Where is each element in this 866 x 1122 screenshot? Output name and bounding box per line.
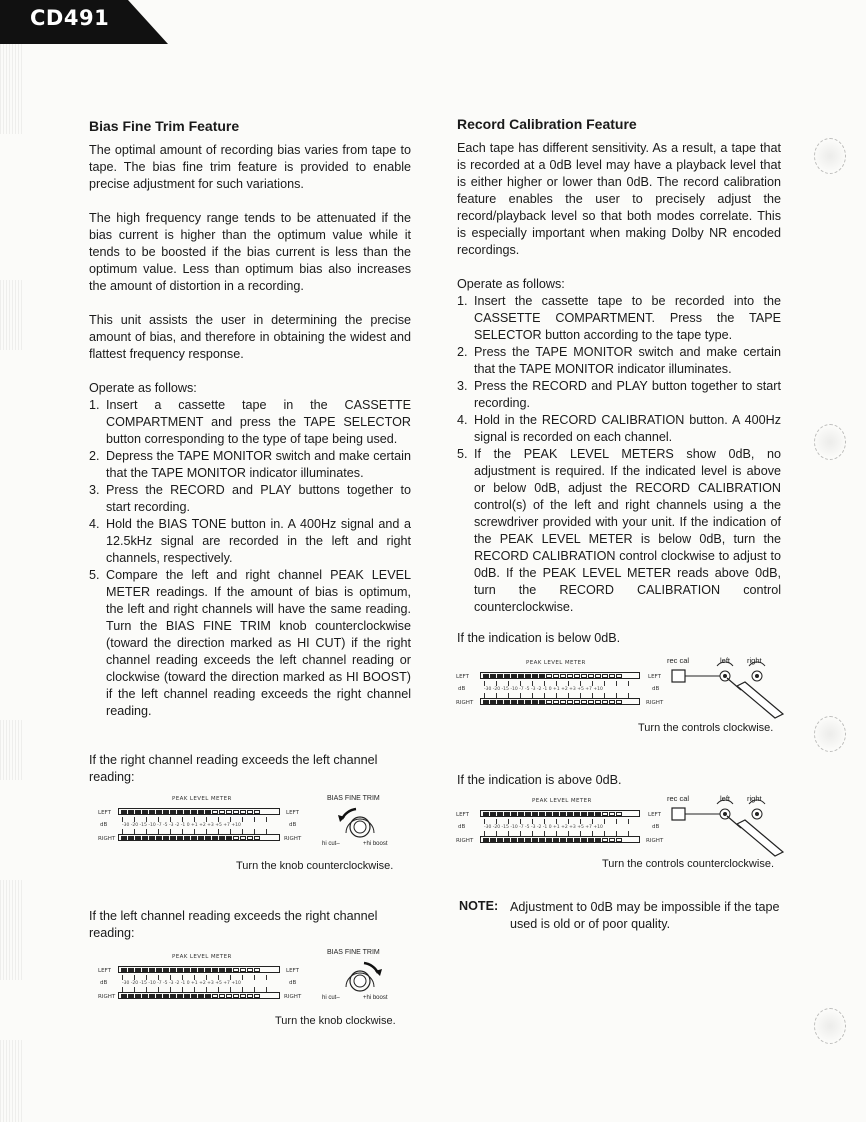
note-label: NOTE:: [459, 899, 499, 913]
meter-scale: -30 -20 -15 -10 -7 -5 -3 -2 -1 0 +1 +2 +3 +5 +7 +10: [122, 823, 241, 828]
fig3-condition: If the indication is below 0dB.: [457, 631, 621, 645]
meter-segment-off: [212, 810, 218, 814]
meter-segment-lit: [205, 836, 211, 840]
meter-segment-lit: [135, 810, 141, 814]
peak-level-meter: [456, 660, 666, 710]
meter-segment-lit: [219, 968, 225, 972]
meter-segment-lit: [184, 968, 190, 972]
meter-segment-off: [240, 810, 246, 814]
meter-segment-off: [219, 994, 225, 998]
meter-segment-lit: [156, 968, 162, 972]
meter-segment-off: [226, 994, 232, 998]
meter-title: PEAK LEVEL METER: [526, 660, 586, 666]
step-item: [89, 516, 411, 567]
bias-fine-trim-knob: [318, 793, 418, 853]
meter-segment-lit: [205, 968, 211, 972]
meter-segment-lit: [149, 968, 155, 972]
meter-segment-off: [567, 700, 573, 704]
fig4-condition: If the indication is above 0dB.: [457, 773, 622, 787]
knob-hi-boost-label: +hi boost: [363, 995, 388, 1001]
meter-segment-lit: [490, 812, 496, 816]
meter-segment-off: [609, 674, 615, 678]
rec-cal-label: rec cal: [667, 656, 690, 665]
meter-segment-off: [616, 812, 622, 816]
meter-segment-lit: [539, 812, 545, 816]
meter-segment-lit: [532, 812, 538, 816]
step-text: Press the RECORD and PLAY buttons together to start recording.: [106, 483, 411, 514]
meter-segment-off: [240, 994, 246, 998]
meter-segment-off: [247, 810, 253, 814]
meter-segment-lit: [483, 812, 489, 816]
rec-cal-label: rec cal: [667, 794, 690, 803]
meter-segment-off: [616, 674, 622, 678]
meter-segment-lit: [177, 810, 183, 814]
meter-segment-lit: [511, 838, 517, 842]
step-text: Compare the left and right channel PEAK LEVEL METER readings. If the amount of bias is optimum, the left and right channels will have the same reading. Turn the BIAS FINE TRIM knob counterclockwise (toward the direction marked as HI CUT) if the right channel reading exceeds the left channel reading or clockwise (toward the direction marked as HI BOOST) if the left channel reading exceeds the right channel reading.: [106, 568, 411, 718]
scan-noise: [0, 280, 22, 350]
step-number: 4.: [457, 413, 468, 427]
step-item: [89, 482, 411, 516]
note-text: Adjustment to 0dB may be impossible if the tape used is old or of poor quality.: [510, 900, 780, 931]
step-text: Insert a cassette tape in the CASSETTE COMPARTMENT and press the TAPE SELECTOR button corresponding to the type of tape being used.: [106, 398, 411, 446]
step-item: [457, 378, 781, 412]
meter-db-label: dB: [458, 686, 466, 692]
meter-segment-lit: [121, 994, 127, 998]
left-channel-bar: [480, 810, 640, 817]
meter-segment-lit: [156, 836, 162, 840]
step-text: If the PEAK LEVEL METERS show 0dB, no adjustment is required. If the indicated level is above or below 0dB, adjust the RECORD CALIBRATION control(s) of the left and right channels using a the screwdriver provided with your unit. If the indication of the PEAK LEVEL METER is below 0dB, turn the RECORD CALIBRATION control clockwise to adjust to 0dB. If the PEAK LEVEL METER reads above 0dB, turn the RECORD CALIBRATION control counterclockwise.: [474, 447, 781, 614]
meter-segment-off: [553, 700, 559, 704]
meter-segment-off: [226, 810, 232, 814]
meter-left-label: LEFT: [456, 674, 469, 680]
meter-scale: -30 -20 -15 -10 -7 -5 -3 -2 -1 0 +1 +2 +3 +5 +7 +10: [484, 687, 603, 692]
meter-segment-off: [602, 838, 608, 842]
meter-segment-off: [574, 674, 580, 678]
meter-right-label: RIGHT: [284, 994, 302, 1000]
bias-fine-trim-knob: [318, 947, 418, 1007]
meter-db-label: dB: [458, 824, 466, 830]
meter-segment-lit: [184, 810, 190, 814]
meter-segment-lit: [504, 838, 510, 842]
meter-segment-lit: [574, 838, 580, 842]
model-label: CD491: [30, 6, 110, 30]
meter-segment-lit: [142, 810, 148, 814]
meter-segment-off: [233, 810, 239, 814]
meter-segment-off: [546, 674, 552, 678]
meter-segment-off: [609, 700, 615, 704]
step-item: [89, 567, 411, 720]
meter-segment-lit: [205, 810, 211, 814]
meter-segment-lit: [490, 838, 496, 842]
meter-segment-off: [247, 968, 253, 972]
operate-label: Operate as follows:: [89, 381, 197, 395]
meter-segment-lit: [128, 994, 134, 998]
scan-noise: [0, 880, 22, 980]
meter-left-label: LEFT: [286, 810, 299, 816]
meter-segment-off: [602, 674, 608, 678]
meter-segment-lit: [121, 810, 127, 814]
knob-title: BIAS FINE TRIM: [327, 795, 380, 802]
meter-segment-off: [560, 700, 566, 704]
meter-segment-lit: [518, 700, 524, 704]
meter-segment-lit: [163, 968, 169, 972]
step-text: Hold in the RECORD CALIBRATION button. A 400Hz signal is recorded on each channel.: [474, 413, 781, 444]
right-control-label: right: [747, 656, 762, 665]
meter-segment-lit: [511, 812, 517, 816]
meter-segment-lit: [532, 674, 538, 678]
step-text: Insert the cassette tape to be recorded into the CASSETTE COMPARTMENT. Press the TAPE SELECTOR button according to the tape type.: [474, 294, 781, 342]
meter-segment-lit: [198, 994, 204, 998]
meter-segment-lit: [135, 836, 141, 840]
model-tab: [0, 0, 170, 44]
meter-segment-off: [247, 836, 253, 840]
meter-segment-off: [254, 836, 260, 840]
operate-label: Operate as follows:: [457, 277, 565, 291]
meter-segment-lit: [170, 994, 176, 998]
fig1-condition: If the right channel reading exceeds the left channel reading:: [89, 753, 378, 784]
meter-title: PEAK LEVEL METER: [172, 954, 232, 960]
meter-segment-lit: [532, 700, 538, 704]
step-number: 5.: [89, 568, 100, 582]
meter-segment-lit: [135, 968, 141, 972]
step-number: 5.: [457, 447, 468, 461]
meter-segment-off: [609, 838, 615, 842]
meter-segment-lit: [560, 812, 566, 816]
step-text: Press the RECORD and PLAY button together to start recording.: [474, 379, 781, 410]
meter-segment-lit: [163, 810, 169, 814]
right-control-label: right: [747, 794, 762, 803]
step-number: 4.: [89, 517, 100, 531]
meter-segment-off: [616, 838, 622, 842]
meter-segment-lit: [567, 812, 573, 816]
left-channel-bar: [118, 808, 280, 815]
meter-segment-lit: [170, 836, 176, 840]
meter-right-label: RIGHT: [646, 838, 664, 844]
meter-segment-off: [233, 968, 239, 972]
record-cal-steps: [457, 293, 781, 616]
meter-segment-lit: [525, 674, 531, 678]
step-number: 1.: [89, 398, 100, 412]
screwdriver-graphic: [665, 794, 795, 858]
meter-segment-off: [616, 700, 622, 704]
bias-section: [89, 117, 411, 720]
meter-segment-off: [602, 812, 608, 816]
meter-segment-lit: [497, 838, 503, 842]
meter-segment-off: [609, 812, 615, 816]
meter-right-label: RIGHT: [98, 836, 116, 842]
meter-segment-lit: [128, 836, 134, 840]
meter-db-label: dB: [289, 822, 297, 828]
meter-segment-lit: [163, 994, 169, 998]
meter-db-label: dB: [100, 980, 108, 986]
meter-segment-lit: [121, 968, 127, 972]
meter-segment-lit: [212, 836, 218, 840]
meter-title: PEAK LEVEL METER: [532, 798, 592, 804]
left-channel-bar: [118, 966, 280, 973]
left-control-label: left: [720, 794, 731, 803]
step-number: 1.: [457, 294, 468, 308]
meter-segment-lit: [490, 674, 496, 678]
right-channel-bar: [480, 836, 640, 843]
meter-segment-lit: [560, 838, 566, 842]
meter-segment-lit: [483, 700, 489, 704]
fig2-condition: If the left channel reading exceeds the right channel reading:: [89, 909, 378, 940]
step-number: 2.: [457, 345, 468, 359]
meter-segment-lit: [191, 968, 197, 972]
fig2-caption: Turn the knob clockwise.: [275, 1015, 396, 1027]
meter-segment-lit: [191, 810, 197, 814]
meter-segment-lit: [539, 838, 545, 842]
meter-right-label: RIGHT: [456, 838, 474, 844]
meter-segment-off: [574, 700, 580, 704]
meter-segment-lit: [226, 836, 232, 840]
peak-level-meter: [96, 954, 316, 1004]
meter-segment-lit: [539, 700, 545, 704]
meter-title: PEAK LEVEL METER: [172, 796, 232, 802]
meter-left-label: LEFT: [456, 812, 469, 818]
meter-ticks: [122, 817, 276, 822]
knob-hi-cut-label: hi cut–: [322, 995, 340, 1001]
meter-segment-off: [247, 994, 253, 998]
step-number: 3.: [89, 483, 100, 497]
punch-hole: [814, 138, 846, 174]
meter-segment-off: [581, 674, 587, 678]
meter-segment-lit: [504, 700, 510, 704]
punch-hole: [814, 424, 846, 460]
peak-level-meter: [96, 796, 316, 846]
meter-ticks: [122, 975, 276, 980]
rec-cal-controls: [665, 656, 795, 720]
meter-segment-lit: [546, 812, 552, 816]
meter-segment-lit: [198, 836, 204, 840]
meter-segment-off: [212, 994, 218, 998]
right-channel-bar: [118, 834, 280, 841]
step-item: [457, 412, 781, 446]
meter-segment-lit: [497, 674, 503, 678]
meter-segment-lit: [511, 674, 517, 678]
meter-segment-lit: [198, 968, 204, 972]
meter-right-label: RIGHT: [284, 836, 302, 842]
punch-hole: [814, 716, 846, 752]
scan-noise: [0, 44, 22, 134]
meter-segment-lit: [574, 812, 580, 816]
meter-left-label: LEFT: [648, 812, 661, 818]
meter-right-label: RIGHT: [456, 700, 474, 706]
rec-cal-controls: [665, 794, 795, 858]
meter-segment-off: [581, 700, 587, 704]
meter-segment-off: [588, 674, 594, 678]
scan-noise: [0, 1040, 22, 1122]
knob-graphic: [330, 805, 390, 845]
meter-segment-lit: [135, 994, 141, 998]
meter-segment-lit: [497, 700, 503, 704]
meter-segment-lit: [525, 838, 531, 842]
meter-segment-lit: [567, 838, 573, 842]
record-cal-paragraph: Each tape has different sensitivity. As a result, a tape that is recorded at a 0dB level may have a playback level that is either higher or lower than 0dB. The record calibration feature enables the user to precisely adjust the record/playback level so that both modes correlate. This is especially important when making Dolby NR encoded recordings.: [457, 141, 781, 257]
meter-segment-off: [567, 674, 573, 678]
meter-segment-lit: [170, 968, 176, 972]
meter-segment-off: [240, 968, 246, 972]
fig3-caption: Turn the controls clockwise.: [638, 722, 774, 734]
meter-left-label: LEFT: [286, 968, 299, 974]
meter-segment-lit: [518, 812, 524, 816]
knob-graphic: [330, 959, 390, 999]
meter-segment-lit: [163, 836, 169, 840]
meter-segment-lit: [177, 836, 183, 840]
meter-segment-lit: [177, 968, 183, 972]
bias-paragraph: The optimal amount of recording bias varies from tape to tape. The bias fine trim feature is provided to enable precise adjustment for such variations.: [89, 143, 411, 191]
meter-segment-lit: [149, 836, 155, 840]
meter-segment-off: [595, 674, 601, 678]
meter-segment-lit: [177, 994, 183, 998]
meter-segment-lit: [156, 994, 162, 998]
meter-segment-off: [588, 700, 594, 704]
meter-segment-off: [546, 700, 552, 704]
meter-segment-off: [219, 810, 225, 814]
knob-hi-cut-label: hi cut–: [322, 841, 340, 847]
meter-segment-lit: [149, 810, 155, 814]
meter-segment-lit: [170, 810, 176, 814]
meter-segment-off: [560, 674, 566, 678]
meter-segment-lit: [504, 812, 510, 816]
bias-steps: [89, 397, 411, 720]
meter-segment-lit: [595, 812, 601, 816]
right-channel-bar: [480, 698, 640, 705]
meter-segment-off: [595, 700, 601, 704]
bias-paragraph: This unit assists the user in determining the precise amount of bias, and therefore in obtaining the widest and flattest frequency response.: [89, 313, 411, 361]
meter-segment-off: [254, 810, 260, 814]
meter-segment-lit: [226, 968, 232, 972]
knob-title: BIAS FINE TRIM: [327, 949, 380, 956]
step-item: [89, 448, 411, 482]
meter-left-label: LEFT: [98, 968, 111, 974]
meter-segment-lit: [504, 674, 510, 678]
fig1-caption: Turn the knob counterclockwise.: [236, 860, 394, 872]
bias-paragraph: The high frequency range tends to be attenuated if the bias current is higher than the optimum value while it tends to be boosted if the bias current is less than the optimum value. Less than optimum bias also increases the amount of distortion in a recording.: [89, 211, 411, 293]
meter-segment-lit: [184, 994, 190, 998]
step-item: [457, 446, 781, 616]
meter-segment-lit: [483, 838, 489, 842]
meter-segment-lit: [121, 836, 127, 840]
left-channel-bar: [480, 672, 640, 679]
meter-segment-lit: [539, 674, 545, 678]
knob-hi-boost-label: +hi boost: [363, 841, 388, 847]
meter-segment-lit: [525, 700, 531, 704]
meter-ticks: [484, 819, 636, 824]
meter-segment-lit: [128, 968, 134, 972]
meter-segment-lit: [184, 836, 190, 840]
meter-segment-lit: [191, 994, 197, 998]
meter-segment-off: [553, 674, 559, 678]
left-control-label: left: [720, 656, 731, 665]
meter-segment-off: [254, 968, 260, 972]
fig4-caption: Turn the controls counterclockwise.: [602, 858, 774, 870]
meter-segment-lit: [525, 812, 531, 816]
meter-segment-lit: [149, 994, 155, 998]
meter-segment-lit: [553, 812, 559, 816]
step-number: 3.: [457, 379, 468, 393]
meter-segment-lit: [142, 994, 148, 998]
meter-ticks: [484, 681, 636, 686]
meter-scale: -30 -20 -15 -10 -7 -5 -3 -2 -1 0 +1 +2 +3 +5 +7 +10: [484, 825, 603, 830]
meter-segment-lit: [588, 812, 594, 816]
meter-left-label: LEFT: [648, 674, 661, 680]
meter-segment-lit: [219, 836, 225, 840]
step-item: [457, 293, 781, 344]
record-cal-section: [457, 115, 781, 616]
meter-scale: -30 -20 -15 -10 -7 -5 -3 -2 -1 0 +1 +2 +3 +5 +7 +10: [122, 981, 241, 986]
meter-segment-lit: [205, 994, 211, 998]
meter-segment-lit: [142, 836, 148, 840]
record-cal-heading: Record Calibration Feature: [457, 116, 637, 132]
meter-segment-lit: [191, 836, 197, 840]
step-text: Depress the TAPE MONITOR switch and make certain that the TAPE MONITOR indicator illuminates.: [106, 449, 411, 480]
meter-segment-lit: [128, 810, 134, 814]
meter-segment-lit: [212, 968, 218, 972]
meter-db-label: dB: [289, 980, 297, 986]
meter-segment-lit: [546, 838, 552, 842]
meter-segment-off: [602, 700, 608, 704]
meter-segment-lit: [497, 812, 503, 816]
meter-left-label: LEFT: [98, 810, 111, 816]
punch-hole: [814, 1008, 846, 1044]
meter-segment-lit: [518, 838, 524, 842]
meter-db-label: dB: [100, 822, 108, 828]
meter-segment-lit: [588, 838, 594, 842]
meter-segment-lit: [483, 674, 489, 678]
bias-heading: Bias Fine Trim Feature: [89, 118, 240, 134]
meter-segment-lit: [511, 700, 517, 704]
meter-segment-lit: [156, 810, 162, 814]
meter-segment-lit: [142, 968, 148, 972]
meter-segment-off: [240, 836, 246, 840]
meter-segment-lit: [518, 674, 524, 678]
right-channel-bar: [118, 992, 280, 999]
step-item: [89, 397, 411, 448]
step-number: 2.: [89, 449, 100, 463]
meter-segment-lit: [532, 838, 538, 842]
screwdriver-graphic: [665, 656, 795, 720]
meter-segment-lit: [490, 700, 496, 704]
meter-right-label: RIGHT: [98, 994, 116, 1000]
step-text: Hold the BIAS TONE button in. A 400Hz signal and a 12.5kHz signal are recorded in the left and right channels, respectively.: [106, 517, 411, 565]
meter-right-label: RIGHT: [646, 700, 664, 706]
meter-segment-lit: [581, 838, 587, 842]
step-item: [457, 344, 781, 378]
peak-level-meter: [456, 798, 666, 848]
meter-segment-lit: [595, 838, 601, 842]
meter-segment-lit: [198, 810, 204, 814]
meter-segment-off: [233, 994, 239, 998]
meter-db-label: dB: [652, 686, 660, 692]
meter-segment-off: [233, 836, 239, 840]
scan-noise: [0, 720, 22, 780]
meter-segment-off: [254, 994, 260, 998]
step-text: Press the TAPE MONITOR switch and make certain that the TAPE MONITOR indicator illuminates.: [474, 345, 781, 376]
meter-segment-lit: [581, 812, 587, 816]
meter-segment-lit: [553, 838, 559, 842]
meter-db-label: dB: [652, 824, 660, 830]
